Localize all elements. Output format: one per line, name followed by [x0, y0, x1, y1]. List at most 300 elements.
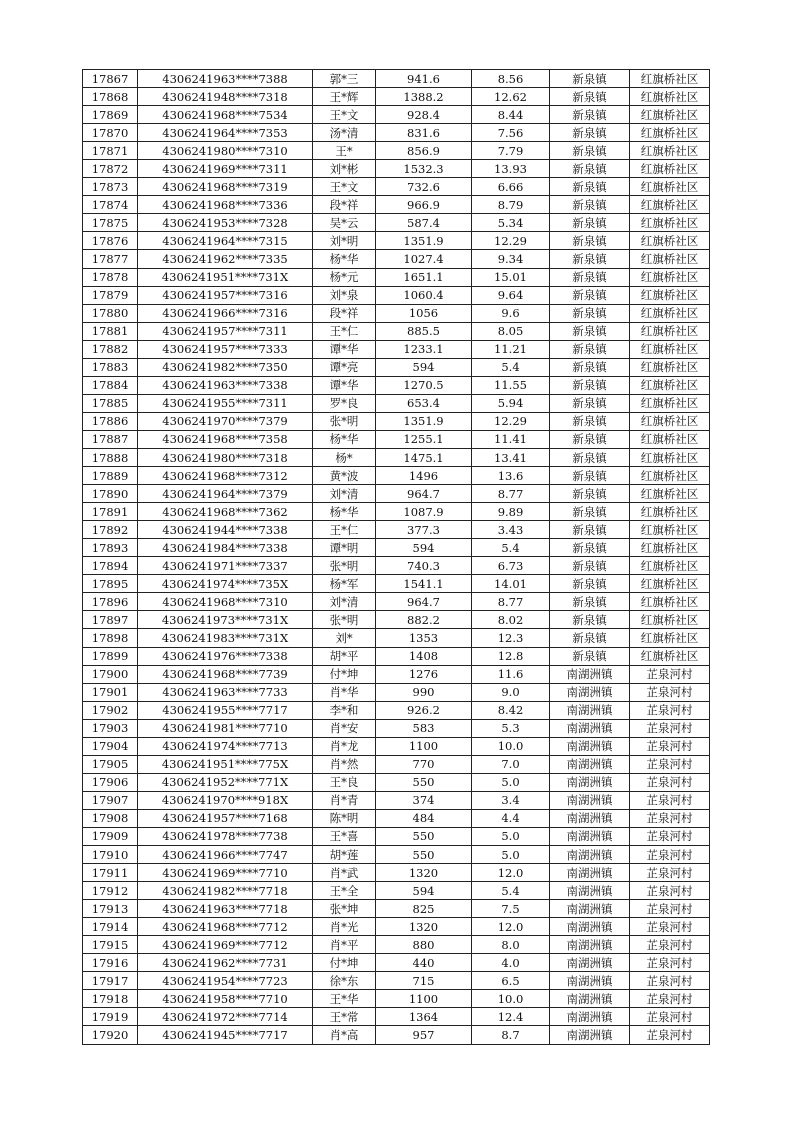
village-cell: 红旗桥社区 — [630, 611, 710, 629]
amount-cell: 1027.4 — [376, 250, 472, 268]
person-name-cell: 肖*龙 — [313, 737, 376, 755]
table-row — [83, 539, 710, 557]
area-cell: 5.0 — [472, 846, 550, 864]
amount-cell: 885.5 — [376, 322, 472, 340]
person-name-cell: 郭*三 — [313, 70, 376, 88]
village-cell: 红旗桥社区 — [630, 178, 710, 196]
person-name-cell: 肖*安 — [313, 719, 376, 737]
person-name-cell: 王*仁 — [313, 521, 376, 539]
id-number-cell: 4306241969****7712 — [138, 936, 313, 954]
data-table — [82, 69, 710, 1045]
table-row — [83, 900, 710, 918]
area-cell: 5.94 — [472, 394, 550, 412]
person-name-cell: 张*明 — [313, 611, 376, 629]
town-cell: 南湖洲镇 — [550, 665, 630, 683]
id-number-cell: 4306241968****7310 — [138, 593, 313, 611]
row-index-cell: 17868 — [83, 88, 138, 106]
area-cell: 15.01 — [472, 268, 550, 286]
village-cell: 芷泉河村 — [630, 918, 710, 936]
village-cell: 芷泉河村 — [630, 683, 710, 701]
village-cell: 芷泉河村 — [630, 954, 710, 972]
town-cell: 新泉镇 — [550, 485, 630, 503]
id-number-cell: 4306241968****7336 — [138, 196, 313, 214]
row-index-cell: 17894 — [83, 557, 138, 575]
id-number-cell: 4306241972****7714 — [138, 1008, 313, 1026]
area-cell: 8.77 — [472, 485, 550, 503]
person-name-cell: 谭*明 — [313, 539, 376, 557]
id-number-cell: 4306241957****7333 — [138, 340, 313, 358]
person-name-cell: 汤*清 — [313, 124, 376, 142]
amount-cell: 1270.5 — [376, 376, 472, 394]
row-index-cell: 17899 — [83, 647, 138, 665]
amount-cell: 583 — [376, 719, 472, 737]
town-cell: 新泉镇 — [550, 358, 630, 376]
amount-cell: 1056 — [376, 304, 472, 322]
town-cell: 新泉镇 — [550, 394, 630, 412]
row-index-cell: 17889 — [83, 467, 138, 485]
village-cell: 芷泉河村 — [630, 990, 710, 1008]
town-cell: 新泉镇 — [550, 268, 630, 286]
row-index-cell: 17874 — [83, 196, 138, 214]
id-number-cell: 4306241957****7316 — [138, 286, 313, 304]
village-cell: 芷泉河村 — [630, 864, 710, 882]
town-cell: 新泉镇 — [550, 160, 630, 178]
row-index-cell: 17881 — [83, 322, 138, 340]
row-index-cell: 17918 — [83, 990, 138, 1008]
village-cell: 红旗桥社区 — [630, 557, 710, 575]
amount-cell: 1408 — [376, 647, 472, 665]
village-cell: 红旗桥社区 — [630, 286, 710, 304]
table-row — [83, 178, 710, 196]
town-cell: 南湖洲镇 — [550, 827, 630, 845]
village-cell: 芷泉河村 — [630, 882, 710, 900]
table-row — [83, 485, 710, 503]
village-cell: 芷泉河村 — [630, 846, 710, 864]
area-cell: 8.7 — [472, 1026, 550, 1044]
village-cell: 红旗桥社区 — [630, 340, 710, 358]
id-number-cell: 4306241951****775X — [138, 755, 313, 773]
person-name-cell: 王*良 — [313, 773, 376, 791]
id-number-cell: 4306241983****731X — [138, 629, 313, 647]
row-index-cell: 17908 — [83, 809, 138, 827]
person-name-cell: 杨* — [313, 448, 376, 466]
amount-cell: 1100 — [376, 737, 472, 755]
town-cell: 南湖洲镇 — [550, 972, 630, 990]
row-index-cell: 17917 — [83, 972, 138, 990]
table-row — [83, 557, 710, 575]
row-index-cell: 17898 — [83, 629, 138, 647]
person-name-cell: 王*文 — [313, 106, 376, 124]
person-name-cell: 刘*清 — [313, 485, 376, 503]
area-cell: 8.56 — [472, 70, 550, 88]
town-cell: 新泉镇 — [550, 232, 630, 250]
area-cell: 10.0 — [472, 990, 550, 1008]
town-cell: 新泉镇 — [550, 286, 630, 304]
area-cell: 9.0 — [472, 683, 550, 701]
amount-cell: 966.9 — [376, 196, 472, 214]
table-row — [83, 467, 710, 485]
village-cell: 红旗桥社区 — [630, 412, 710, 430]
id-number-cell: 4306241963****7338 — [138, 376, 313, 394]
area-cell: 13.41 — [472, 448, 550, 466]
row-index-cell: 17888 — [83, 448, 138, 466]
table-row — [83, 611, 710, 629]
amount-cell: 880 — [376, 936, 472, 954]
table-row — [83, 701, 710, 719]
area-cell: 3.43 — [472, 521, 550, 539]
village-cell: 红旗桥社区 — [630, 268, 710, 286]
person-name-cell: 杨*华 — [313, 430, 376, 448]
row-index-cell: 17876 — [83, 232, 138, 250]
person-name-cell: 徐*东 — [313, 972, 376, 990]
area-cell: 7.5 — [472, 900, 550, 918]
town-cell: 新泉镇 — [550, 124, 630, 142]
area-cell: 9.34 — [472, 250, 550, 268]
table-row — [83, 990, 710, 1008]
town-cell: 新泉镇 — [550, 629, 630, 647]
row-index-cell: 17879 — [83, 286, 138, 304]
town-cell: 新泉镇 — [550, 647, 630, 665]
area-cell: 12.0 — [472, 864, 550, 882]
table-row — [83, 918, 710, 936]
id-number-cell: 4306241982****7718 — [138, 882, 313, 900]
table-row — [83, 1008, 710, 1026]
amount-cell: 740.3 — [376, 557, 472, 575]
area-cell: 8.77 — [472, 593, 550, 611]
id-number-cell: 4306241945****7717 — [138, 1026, 313, 1044]
id-number-cell: 4306241944****7338 — [138, 521, 313, 539]
area-cell: 12.29 — [472, 412, 550, 430]
id-number-cell: 4306241957****7311 — [138, 322, 313, 340]
person-name-cell: 张*明 — [313, 557, 376, 575]
id-number-cell: 4306241962****7731 — [138, 954, 313, 972]
town-cell: 南湖洲镇 — [550, 936, 630, 954]
id-number-cell: 4306241955****7311 — [138, 394, 313, 412]
table-row — [83, 376, 710, 394]
amount-cell: 653.4 — [376, 394, 472, 412]
area-cell: 11.6 — [472, 665, 550, 683]
area-cell: 5.34 — [472, 214, 550, 232]
table-row — [83, 304, 710, 322]
village-cell: 红旗桥社区 — [630, 539, 710, 557]
town-cell: 新泉镇 — [550, 304, 630, 322]
row-index-cell: 17915 — [83, 936, 138, 954]
town-cell: 新泉镇 — [550, 412, 630, 430]
area-cell: 8.0 — [472, 936, 550, 954]
row-index-cell: 17877 — [83, 250, 138, 268]
area-cell: 7.0 — [472, 755, 550, 773]
id-number-cell: 4306241963****7733 — [138, 683, 313, 701]
town-cell: 南湖洲镇 — [550, 773, 630, 791]
id-number-cell: 4306241948****7318 — [138, 88, 313, 106]
id-number-cell: 4306241968****7312 — [138, 467, 313, 485]
amount-cell: 1532.3 — [376, 160, 472, 178]
table-row — [83, 394, 710, 412]
area-cell: 8.44 — [472, 106, 550, 124]
row-index-cell: 17900 — [83, 665, 138, 683]
village-cell: 红旗桥社区 — [630, 430, 710, 448]
area-cell: 8.05 — [472, 322, 550, 340]
table-row — [83, 809, 710, 827]
village-cell: 红旗桥社区 — [630, 575, 710, 593]
area-cell: 4.0 — [472, 954, 550, 972]
area-cell: 6.73 — [472, 557, 550, 575]
row-index-cell: 17906 — [83, 773, 138, 791]
village-cell: 红旗桥社区 — [630, 322, 710, 340]
row-index-cell: 17907 — [83, 791, 138, 809]
table-row — [83, 124, 710, 142]
amount-cell: 1496 — [376, 467, 472, 485]
id-number-cell: 4306241968****7358 — [138, 430, 313, 448]
person-name-cell: 王*辉 — [313, 88, 376, 106]
village-cell: 红旗桥社区 — [630, 376, 710, 394]
village-cell: 红旗桥社区 — [630, 394, 710, 412]
amount-cell: 825 — [376, 900, 472, 918]
person-name-cell: 胡*莲 — [313, 846, 376, 864]
id-number-cell: 4306241982****7350 — [138, 358, 313, 376]
row-index-cell: 17882 — [83, 340, 138, 358]
table-row — [83, 70, 710, 88]
person-name-cell: 杨*元 — [313, 268, 376, 286]
person-name-cell: 王*华 — [313, 990, 376, 1008]
table-row — [83, 755, 710, 773]
row-index-cell: 17887 — [83, 430, 138, 448]
table-row — [83, 936, 710, 954]
table-row — [83, 683, 710, 701]
town-cell: 新泉镇 — [550, 430, 630, 448]
amount-cell: 1388.2 — [376, 88, 472, 106]
id-number-cell: 4306241955****7717 — [138, 701, 313, 719]
table-row — [83, 232, 710, 250]
person-name-cell: 张*坤 — [313, 900, 376, 918]
town-cell: 新泉镇 — [550, 557, 630, 575]
amount-cell: 882.2 — [376, 611, 472, 629]
amount-cell: 1364 — [376, 1008, 472, 1026]
id-number-cell: 4306241970****918X — [138, 791, 313, 809]
row-index-cell: 17892 — [83, 521, 138, 539]
amount-cell: 550 — [376, 846, 472, 864]
village-cell: 芷泉河村 — [630, 972, 710, 990]
amount-cell: 440 — [376, 954, 472, 972]
village-cell: 红旗桥社区 — [630, 88, 710, 106]
person-name-cell: 杨*军 — [313, 575, 376, 593]
id-number-cell: 4306241964****7379 — [138, 485, 313, 503]
village-cell: 芷泉河村 — [630, 773, 710, 791]
amount-cell: 1255.1 — [376, 430, 472, 448]
person-name-cell: 肖*青 — [313, 791, 376, 809]
table-row — [83, 791, 710, 809]
id-number-cell: 4306241981****7710 — [138, 719, 313, 737]
area-cell: 8.42 — [472, 701, 550, 719]
table-row — [83, 358, 710, 376]
town-cell: 新泉镇 — [550, 593, 630, 611]
id-number-cell: 4306241980****7318 — [138, 448, 313, 466]
person-name-cell: 李*和 — [313, 701, 376, 719]
village-cell: 红旗桥社区 — [630, 106, 710, 124]
person-name-cell: 肖*然 — [313, 755, 376, 773]
town-cell: 南湖洲镇 — [550, 1008, 630, 1026]
village-cell: 红旗桥社区 — [630, 647, 710, 665]
row-index-cell: 17890 — [83, 485, 138, 503]
town-cell: 新泉镇 — [550, 575, 630, 593]
village-cell: 芷泉河村 — [630, 1026, 710, 1044]
row-index-cell: 17880 — [83, 304, 138, 322]
village-cell: 红旗桥社区 — [630, 196, 710, 214]
village-cell: 芷泉河村 — [630, 755, 710, 773]
amount-cell: 957 — [376, 1026, 472, 1044]
id-number-cell: 4306241969****7311 — [138, 160, 313, 178]
person-name-cell: 谭*华 — [313, 340, 376, 358]
table-row — [83, 448, 710, 466]
table-body — [83, 70, 710, 1045]
table-row — [83, 827, 710, 845]
area-cell: 9.64 — [472, 286, 550, 304]
area-cell: 5.0 — [472, 773, 550, 791]
id-number-cell: 4306241968****7319 — [138, 178, 313, 196]
area-cell: 5.3 — [472, 719, 550, 737]
area-cell: 8.02 — [472, 611, 550, 629]
id-number-cell: 4306241966****7316 — [138, 304, 313, 322]
town-cell: 新泉镇 — [550, 340, 630, 358]
row-index-cell: 17905 — [83, 755, 138, 773]
row-index-cell: 17891 — [83, 503, 138, 521]
town-cell: 新泉镇 — [550, 70, 630, 88]
village-cell: 红旗桥社区 — [630, 142, 710, 160]
person-name-cell: 杨*华 — [313, 503, 376, 521]
table-row — [83, 737, 710, 755]
area-cell: 5.4 — [472, 358, 550, 376]
id-number-cell: 4306241964****7353 — [138, 124, 313, 142]
table-row — [83, 954, 710, 972]
amount-cell: 964.7 — [376, 593, 472, 611]
town-cell: 新泉镇 — [550, 88, 630, 106]
town-cell: 新泉镇 — [550, 178, 630, 196]
row-index-cell: 17870 — [83, 124, 138, 142]
amount-cell: 594 — [376, 539, 472, 557]
village-cell: 芷泉河村 — [630, 936, 710, 954]
village-cell: 红旗桥社区 — [630, 503, 710, 521]
town-cell: 新泉镇 — [550, 142, 630, 160]
table-row — [83, 196, 710, 214]
town-cell: 南湖洲镇 — [550, 918, 630, 936]
id-number-cell: 4306241966****7747 — [138, 846, 313, 864]
town-cell: 南湖洲镇 — [550, 809, 630, 827]
table-row — [83, 846, 710, 864]
row-index-cell: 17903 — [83, 719, 138, 737]
table-row — [83, 430, 710, 448]
amount-cell: 1320 — [376, 864, 472, 882]
id-number-cell: 4306241958****7710 — [138, 990, 313, 1008]
area-cell: 12.0 — [472, 918, 550, 936]
table-row — [83, 629, 710, 647]
row-index-cell: 17896 — [83, 593, 138, 611]
area-cell: 13.93 — [472, 160, 550, 178]
amount-cell: 550 — [376, 827, 472, 845]
person-name-cell: 王*全 — [313, 882, 376, 900]
table-row — [83, 340, 710, 358]
row-index-cell: 17912 — [83, 882, 138, 900]
village-cell: 红旗桥社区 — [630, 358, 710, 376]
area-cell: 5.4 — [472, 539, 550, 557]
amount-cell: 374 — [376, 791, 472, 809]
id-number-cell: 4306241951****731X — [138, 268, 313, 286]
amount-cell: 715 — [376, 972, 472, 990]
person-name-cell: 胡*平 — [313, 647, 376, 665]
person-name-cell: 肖*武 — [313, 864, 376, 882]
table-row — [83, 593, 710, 611]
row-index-cell: 17872 — [83, 160, 138, 178]
id-number-cell: 4306241984****7338 — [138, 539, 313, 557]
amount-cell: 1353 — [376, 629, 472, 647]
town-cell: 新泉镇 — [550, 448, 630, 466]
amount-cell: 831.6 — [376, 124, 472, 142]
area-cell: 9.89 — [472, 503, 550, 521]
id-number-cell: 4306241952****771X — [138, 773, 313, 791]
town-cell: 南湖洲镇 — [550, 701, 630, 719]
village-cell: 红旗桥社区 — [630, 124, 710, 142]
id-number-cell: 4306241964****7315 — [138, 232, 313, 250]
id-number-cell: 4306241968****7712 — [138, 918, 313, 936]
row-index-cell: 17897 — [83, 611, 138, 629]
town-cell: 新泉镇 — [550, 467, 630, 485]
person-name-cell: 王*喜 — [313, 827, 376, 845]
person-name-cell: 肖*华 — [313, 683, 376, 701]
table-row — [83, 160, 710, 178]
area-cell: 14.01 — [472, 575, 550, 593]
person-name-cell: 黄*波 — [313, 467, 376, 485]
row-index-cell: 17901 — [83, 683, 138, 701]
id-number-cell: 4306241963****7388 — [138, 70, 313, 88]
amount-cell: 990 — [376, 683, 472, 701]
area-cell: 4.4 — [472, 809, 550, 827]
row-index-cell: 17883 — [83, 358, 138, 376]
town-cell: 新泉镇 — [550, 539, 630, 557]
amount-cell: 928.4 — [376, 106, 472, 124]
id-number-cell: 4306241978****7738 — [138, 827, 313, 845]
table-row — [83, 268, 710, 286]
table-row — [83, 286, 710, 304]
village-cell: 芷泉河村 — [630, 701, 710, 719]
town-cell: 南湖洲镇 — [550, 737, 630, 755]
table-row — [83, 719, 710, 737]
amount-cell: 484 — [376, 809, 472, 827]
area-cell: 10.0 — [472, 737, 550, 755]
amount-cell: 1475.1 — [376, 448, 472, 466]
person-name-cell: 肖*平 — [313, 936, 376, 954]
village-cell: 红旗桥社区 — [630, 629, 710, 647]
village-cell: 芷泉河村 — [630, 827, 710, 845]
village-cell: 芷泉河村 — [630, 900, 710, 918]
village-cell: 红旗桥社区 — [630, 448, 710, 466]
amount-cell: 964.7 — [376, 485, 472, 503]
village-cell: 红旗桥社区 — [630, 214, 710, 232]
amount-cell: 856.9 — [376, 142, 472, 160]
town-cell: 南湖洲镇 — [550, 791, 630, 809]
table-row — [83, 322, 710, 340]
town-cell: 新泉镇 — [550, 196, 630, 214]
area-cell: 11.21 — [472, 340, 550, 358]
row-index-cell: 17886 — [83, 412, 138, 430]
town-cell: 南湖洲镇 — [550, 719, 630, 737]
id-number-cell: 4306241957****7168 — [138, 809, 313, 827]
row-index-cell: 17909 — [83, 827, 138, 845]
table-row — [83, 88, 710, 106]
amount-cell: 1100 — [376, 990, 472, 1008]
town-cell: 南湖洲镇 — [550, 882, 630, 900]
table-row — [83, 1026, 710, 1044]
area-cell: 9.6 — [472, 304, 550, 322]
id-number-cell: 4306241970****7379 — [138, 412, 313, 430]
